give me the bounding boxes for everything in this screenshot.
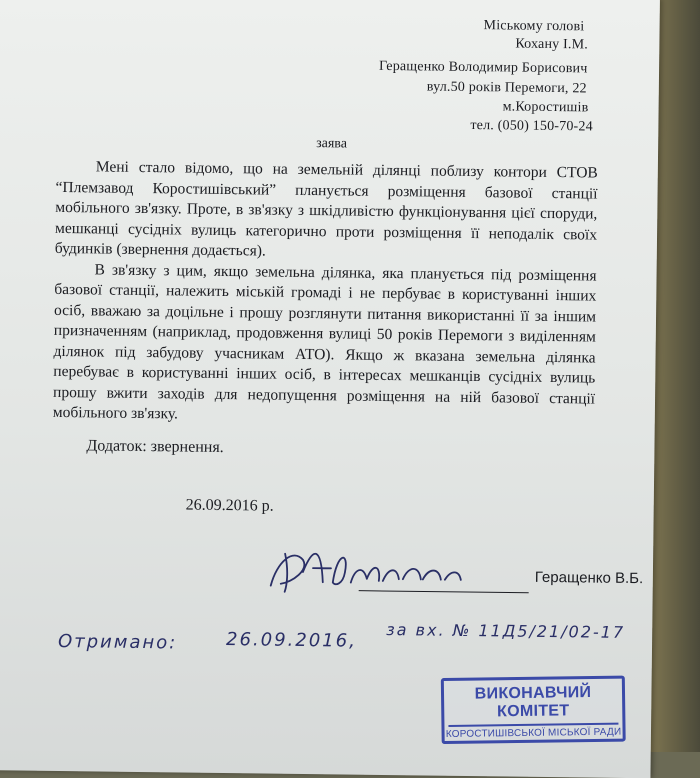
sender-city: м.Коростишів xyxy=(502,99,589,116)
document-title: заява xyxy=(316,136,348,152)
document-body xyxy=(53,157,598,430)
addressee-line-2: Кохану І.М. xyxy=(515,36,589,53)
stamp-line-2: КОРОСТИШІВСЬКОЇ МІСЬКОЇ РАДИ xyxy=(445,726,622,741)
handwritten-signature xyxy=(263,542,534,601)
sender-name: Геращенко Володимир Борисович xyxy=(379,58,588,77)
paragraph-2: В зв'язку з цим, якщо земельна ділянка, яка планується під розміщення базової станції, належить міській громаді і не пербуває в користуванні інших осіб, вважаю за доцільне і прошу розглянути питання використанні її за іншим призначенням (наприклад, продовження вулиці 50 років Перемоги з виділенням ділянок під забудову учасникам АТО). Якщо ж вказана земельна ділянка перебуває в користуванні інших осіб, в інтересах мешканців сусідніх вулиць прошу вжити заходів для недопущення розміщення на ній базової станції мобільного зв'язку. xyxy=(52,260,597,423)
receipt-date: 26.09.2016, xyxy=(225,629,357,652)
receipt-registration: за вх. № 11Д5/21/02-17 xyxy=(386,620,626,642)
attachment-note: Додаток: звернення. xyxy=(86,437,224,457)
receipt-received-label: Отримано: xyxy=(57,631,178,654)
signature-name: Геращенко В.Б. xyxy=(534,568,644,588)
sender-street: вул.50 років Перемоги, 22 xyxy=(426,79,587,97)
organization-stamp xyxy=(441,676,626,745)
sender-phone: тел. (050) 150-70-24 xyxy=(470,118,593,135)
stamp-line-1: ВИКОНАВЧИЙ КОМІТЕТ xyxy=(474,684,592,721)
paragraph-1: Мені стало відомо, що на земельній ділянці поблизу контори СТОВ “Племзавод Коростишівський” планується розміщення базової станції мобільного зв'язку. Проте, в зв'язку з шкідливістю функціонування цієї споруди, мешканці сусідніх вулиць категорично проти розміщення її неподалік своїх будинків (звернення додається). xyxy=(54,158,598,260)
addressee-line-1: Міському голові xyxy=(483,18,585,35)
document-date: 26.09.2016 р. xyxy=(185,496,274,515)
